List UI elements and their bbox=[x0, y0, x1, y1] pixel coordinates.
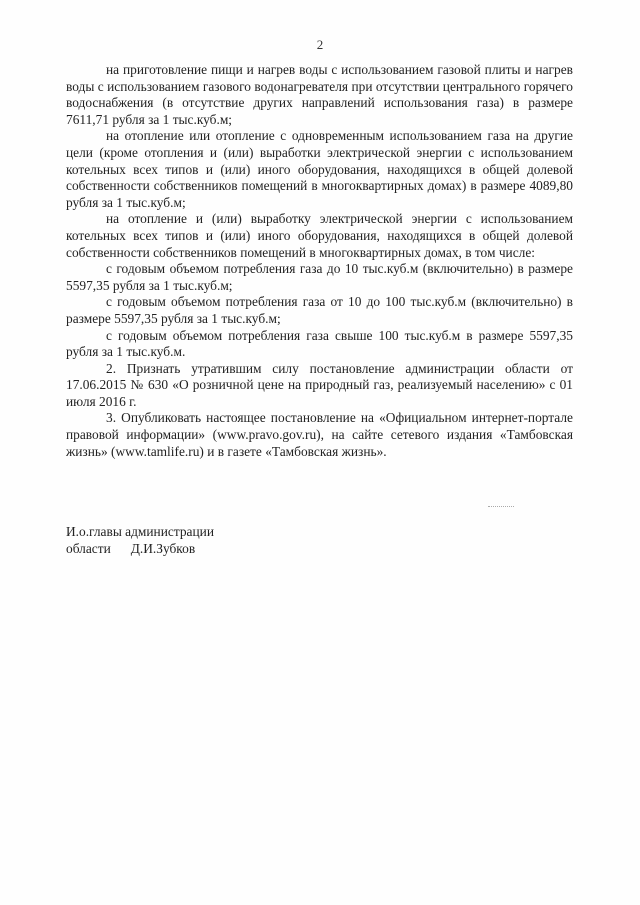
signatory-name: Д.И.Зубков bbox=[130, 540, 196, 556]
document-body bbox=[66, 62, 573, 460]
clause-2-paragraph: 2. Признать утратившим силу постановление администрации области от 17.06.2015 № 630 «О розничной цене на природный газ, реализуемый населению» с 01 июля 2016 г. bbox=[66, 360, 573, 409]
signature-block bbox=[66, 524, 214, 557]
tariff-volume-over-100-paragraph: с годовым объемом потребления газа свыше 100 тыс.куб.м в размере 5597,35 рубля за 1 тыс.куб.м. bbox=[66, 327, 573, 360]
tariff-volume-10-100-paragraph: с годовым объемом потребления газа от 10 до 100 тыс.куб.м (включительно) в размере 5597,35 рубля за 1 тыс.куб.м; bbox=[66, 294, 573, 326]
clause-3-paragraph: 3. Опубликовать настоящее постановление на «Официальном интернет-портале правовой информации» (www.pravo.gov.ru), на сайте сетевого издания «Тамбовская жизнь» (www.tamlife.ru) и в газете «Тамбовская жизнь». bbox=[66, 410, 573, 459]
tariff-cooking-paragraph: на приготовление пищи и нагрев воды с использованием газовой плиты и нагрев воды с использованием газового водонагревателя при отсутствии центрального горячего водоснабжения (в отсутствие других направлений использования газа) в размере 7611,71 рубля за 1 тыс.куб.м; bbox=[66, 62, 573, 127]
tariff-volume-up-to-10-paragraph: с годовым объемом потребления газа до 10 тыс.куб.м (включительно) в размере 5597,35 рубля за 1 тыс.куб.м; bbox=[66, 261, 573, 293]
scan-artifact bbox=[488, 506, 514, 508]
signatory-title-region: области bbox=[66, 540, 111, 556]
tariff-boiler-paragraph: на отопление и (или) выработку электрической энергии с использованием котельных всех типов и (или) иного оборудования, находящихся в общей долевой собственности собственников помещений в многоквартирных домах, в том числе: bbox=[66, 211, 573, 260]
tariff-heating-paragraph: на отопление или отопление с одновременным использованием газа на другие цели (кроме отопления и (или) выработки электрической энергии с использованием котельных всех типов и (или) иного оборудования, находящихся в общей долевой собственности собственников помещений в многоквартирных домах) в размере 4089,80 рубля за 1 тыс.куб.м; bbox=[66, 128, 573, 210]
signatory-title-line2 bbox=[66, 541, 214, 558]
page-number: 2 bbox=[316, 37, 324, 52]
signatory-title-line1: И.о.главы администрации bbox=[66, 524, 214, 539]
